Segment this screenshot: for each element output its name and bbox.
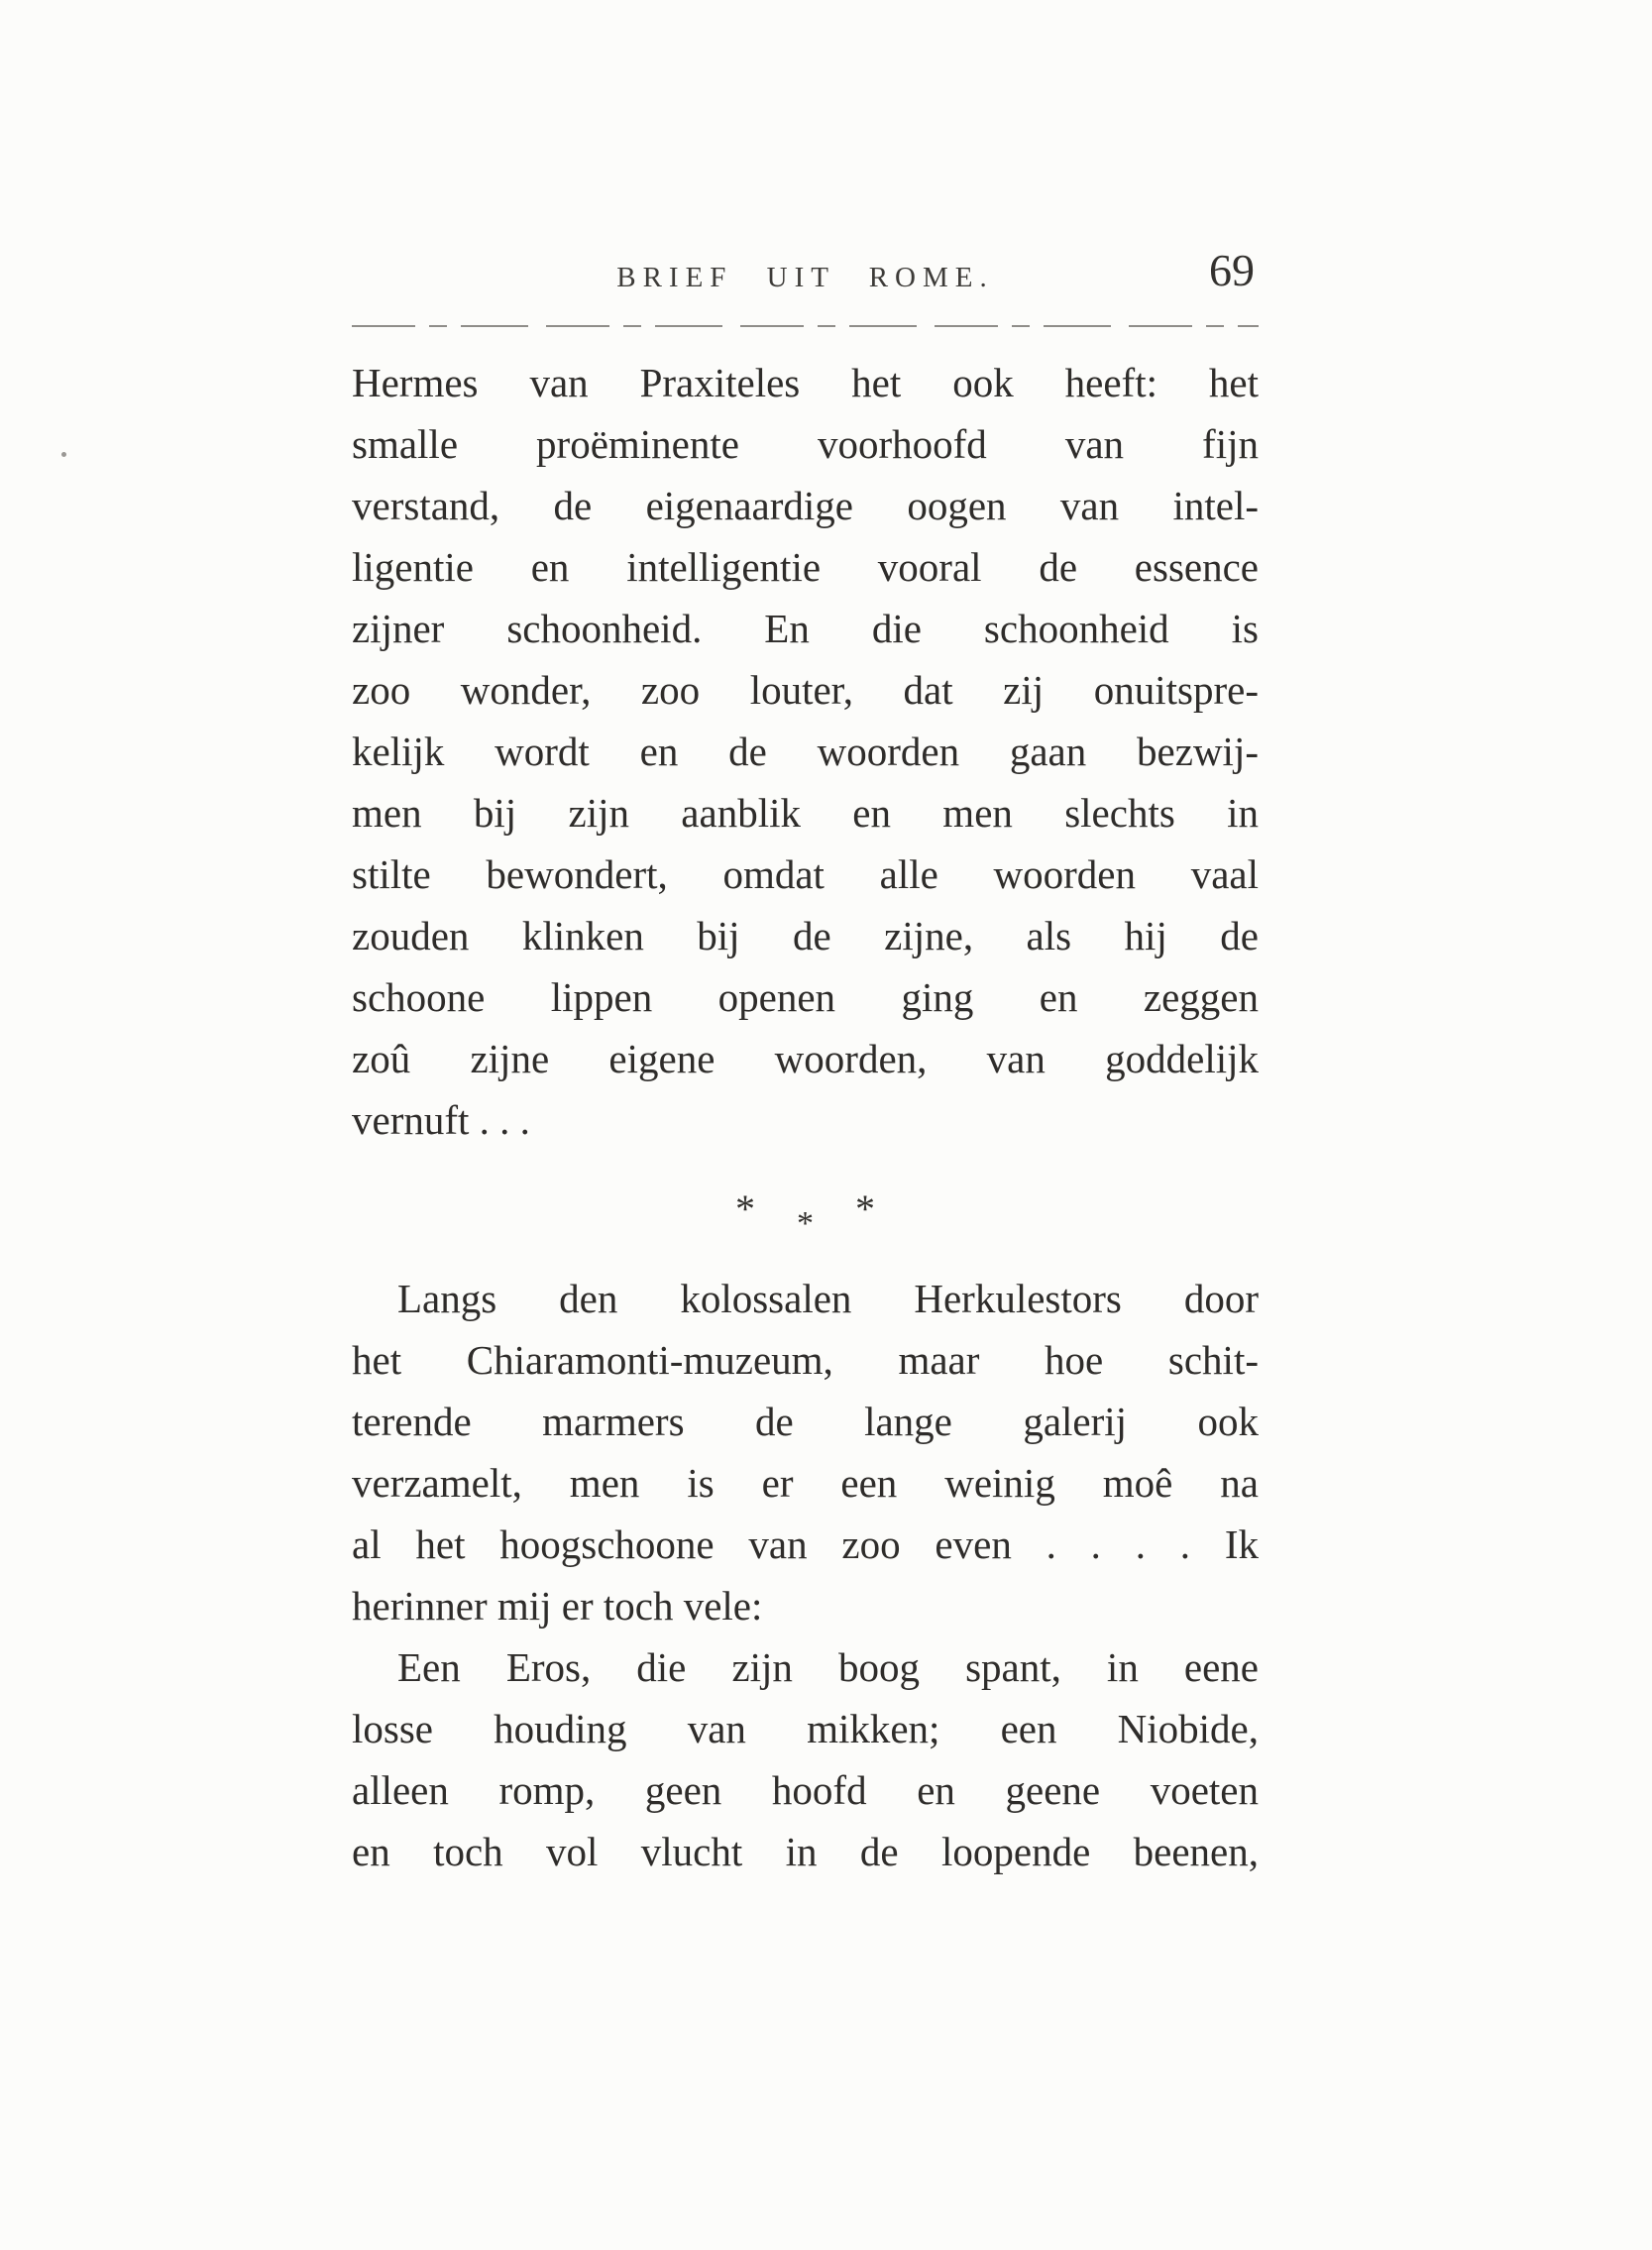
text-line: verstand, de eigenaardige oogen van intel- [352,483,1259,528]
text-line: zouden klinken bij de zijne, als hij de [352,913,1259,958]
text-line: al het hoogschoone van zoo even . . . . Ik [352,1521,1259,1567]
section-separator [352,1151,1259,1268]
text-line: Een Eros, die zijn boog spant, in eene [397,1644,1259,1690]
text-line: men bij zijn aanblik en men slechts in [352,790,1259,836]
running-head [352,245,1259,307]
text-line: schoone lippen openen ging en zeggen [352,974,1259,1020]
header-rule [352,325,1259,328]
text-line: alleen romp, geen hoofd en geene voeten [352,1767,1259,1813]
paragraph-2 [352,1268,1259,1636]
text-line: Hermes van Praxiteles het ook heeft: het [352,360,1259,405]
text-line: en toch vol vlucht in de loopende beenen, [352,1829,1259,1874]
text-line: terende marmers de lange galerij ook [352,1399,1259,1444]
text-line: Langs den kolossalen Herkulestors door [397,1276,1259,1321]
text-line: verzamelt, men is er een weinig moê na [352,1460,1259,1506]
text-line: zoo wonder, zoo louter, dat zij onuitspre- [352,667,1259,713]
text-line: stilte bewondert, omdat alle woorden vaal [352,851,1259,897]
asterisk: * [735,1186,755,1231]
text-block [352,245,1259,1882]
text-line: herinner mij er toch vele: [352,1583,763,1629]
paragraph-1 [352,352,1259,1151]
text-line: kelijk wordt en de woorden gaan bezwij- [352,729,1259,774]
scan-artifact-speck [61,452,66,457]
text-line: het Chiaramonti-muzeum, maar hoe schit- [352,1337,1259,1383]
running-head-title: BRIEF UIT ROME. [616,262,994,293]
asterisk: * [855,1186,875,1231]
text-line: smalle proëminente voorhoofd van fijn [352,421,1259,467]
text-line: losse houding van mikken; een Niobide, [352,1706,1259,1751]
text-line: zoû zijne eigene woorden, van goddelijk [352,1036,1259,1081]
text-line: zijner schoonheid. En die schoonheid is [352,606,1259,651]
paragraph-3 [352,1636,1259,1882]
text-line: vernuft . . . [352,1097,530,1143]
page-number: 69 [1209,245,1255,295]
asterisk: * [797,1205,814,1242]
text-line: ligentie en intelligentie vooral de essence [352,544,1259,590]
